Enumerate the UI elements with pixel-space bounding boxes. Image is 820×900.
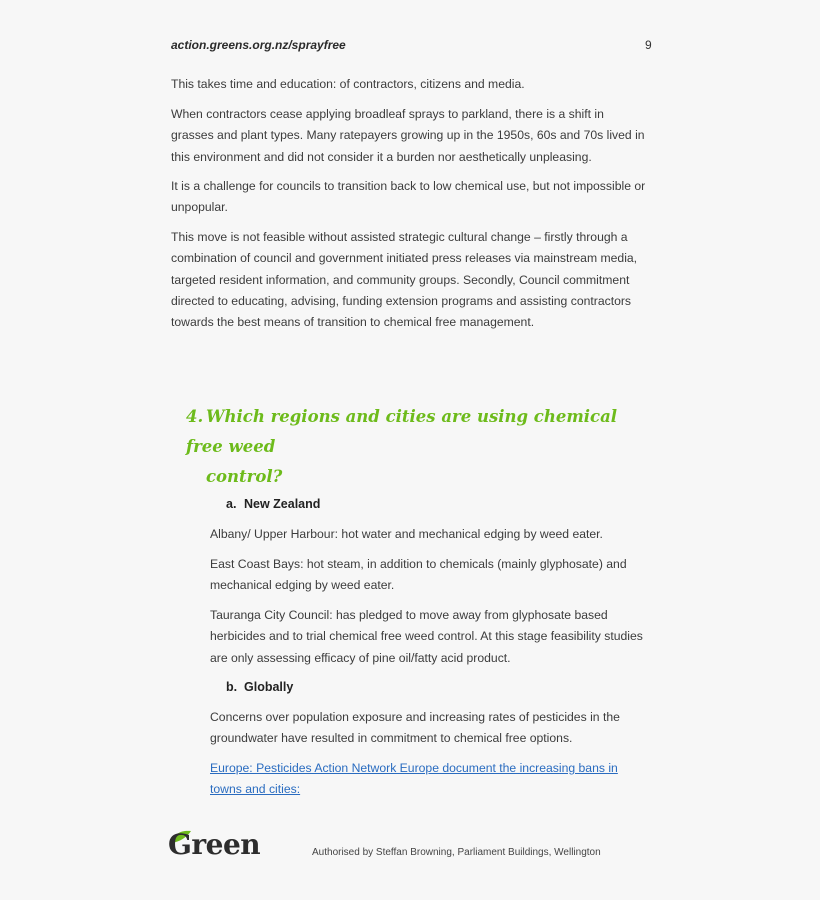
pesticides-europe-link[interactable]: Europe: Pesticides Action Network Europe document the increasing bans in towns and cities:: [210, 761, 618, 797]
paragraph-4: This move is not feasible without assisted strategic cultural change – firstly through a combination of council and government initiated press releases via mainstream media, targeted resident information, and community groups. Secondly, Council commitment directed to educating, advising, funding extension programs and assisting contractors towards the best means of transition to chemical free management.: [171, 230, 638, 330]
nz-item-tauranga: Tauranga City Council: has pledged to move away from glyphosate based herbicides and to trial chemical free weed control. At this stage feasibility studies are only assessing efficacy of pine oil/fatty acid product.: [210, 608, 643, 665]
subsection-a-title: New Zealand: [244, 497, 321, 511]
authorised-by-footer: Authorised by Steffan Browning, Parliament Buildings, Wellington: [312, 847, 601, 858]
section-number: 4.: [186, 407, 204, 426]
paragraph-1: This takes time and education: of contractors, citizens and media.: [171, 77, 525, 91]
header-url: action.greens.org.nz/sprayfree: [171, 38, 346, 52]
global-paragraph: Concerns over population exposure and increasing rates of pesticides in the groundwater have resulted in commitment to chemical free options.: [210, 710, 620, 746]
section-heading: [186, 402, 656, 492]
section-title-line1: Which regions and cities are using chemical free weed: [186, 407, 618, 456]
nz-item-albany: Albany/ Upper Harbour: hot water and mechanical edging by weed eater.: [210, 527, 603, 541]
green-party-logo: [168, 828, 268, 868]
nz-item-east-coast-bays: East Coast Bays: hot steam, in addition to chemicals (mainly glyphosate) and mechanical edging by weed eater.: [210, 557, 627, 593]
paragraph-2: When contractors cease applying broadleaf sprays to parkland, there is a shift in grasses and plant types. Many ratepayers growing up in the 1950s, 60s and 70s lived in this environment and did not consider it a burden nor aesthetically unpleasing.: [171, 107, 645, 164]
subsection-b-heading: [226, 680, 293, 694]
paragraph-3: It is a challenge for councils to transition back to low chemical use, but not impossible or unpopular.: [171, 179, 646, 215]
subsection-a-letter: a.: [226, 497, 237, 511]
subsection-b-letter: b.: [226, 680, 238, 694]
subsection-a-heading: [226, 497, 320, 511]
subsection-b-title: Globally: [244, 680, 294, 694]
page-number: 9: [645, 38, 652, 52]
logo-wordmark: Green: [168, 828, 261, 861]
global-link-paragraph: [210, 758, 652, 801]
section-title-line2: control?: [206, 467, 283, 486]
